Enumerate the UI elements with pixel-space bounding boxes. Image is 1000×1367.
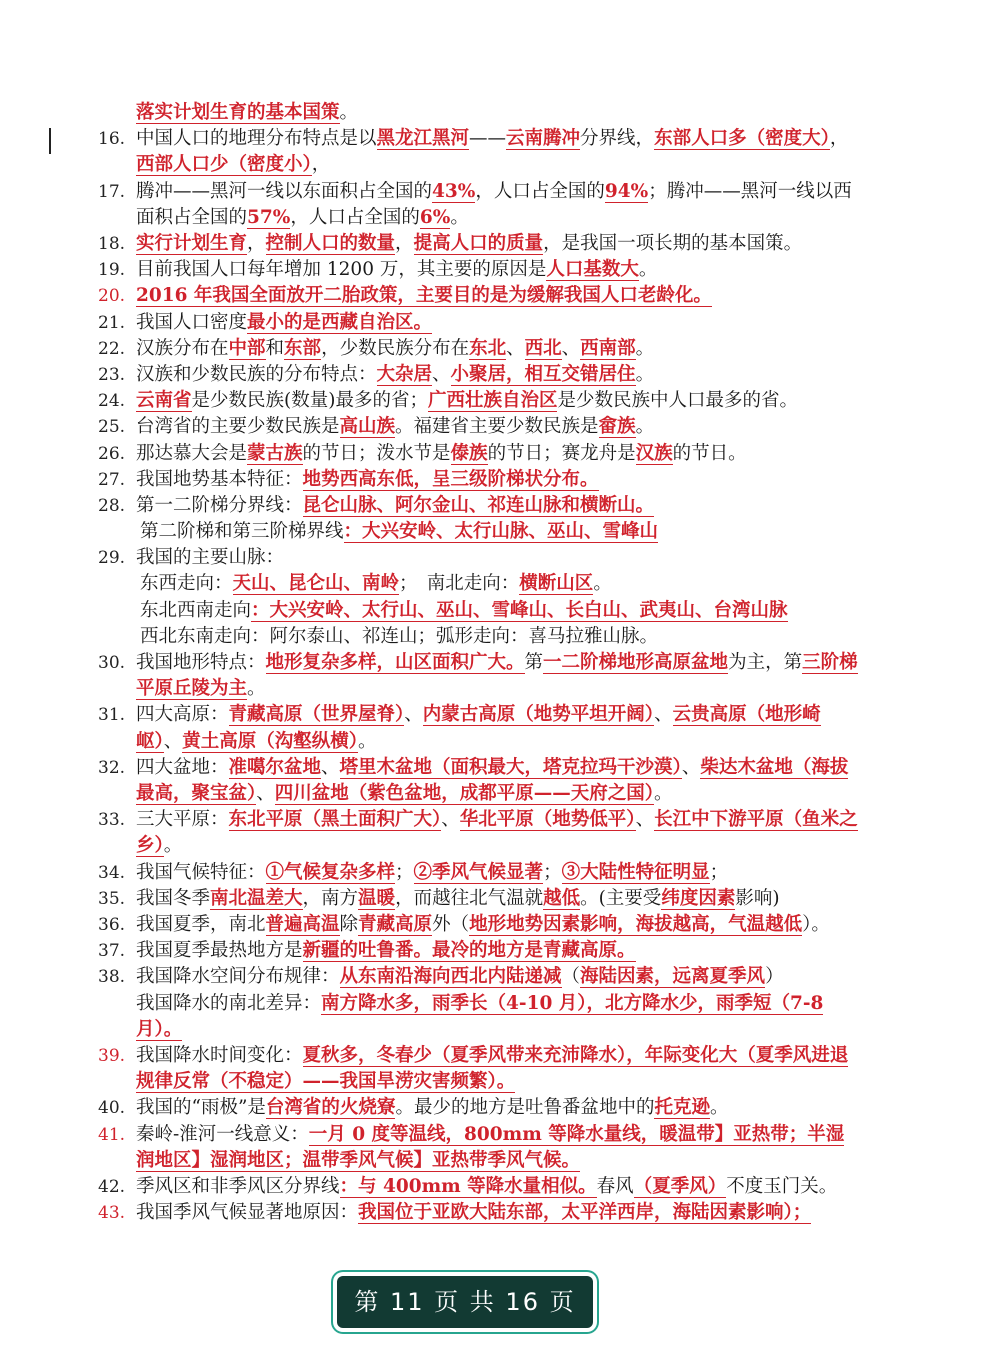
plain-text: 。最少的地方是吐鲁番盆地中的	[395, 1097, 655, 1119]
item-number: 34.	[98, 862, 126, 883]
highlighted-answer: 新疆的吐鲁番。最冷的地方是青藏高原。	[302, 940, 636, 962]
highlighted-answer: 地形复杂多样，山区面积广大。	[265, 652, 525, 673]
plain-text: ； 南北走向：	[399, 573, 520, 595]
highlighted-answer: 蒙古族	[247, 442, 303, 464]
plain-text: ；	[543, 861, 562, 883]
plain-text: ；	[709, 861, 729, 883]
highlighted-answer: 三阶梯平原丘陵为主	[136, 652, 858, 700]
highlighted-answer: 提高人口的质量	[413, 233, 544, 254]
plain-text: 影响)	[735, 887, 780, 909]
plain-text: 我国气候特征：	[136, 861, 266, 883]
highlighted-answer: 云南腾冲	[506, 128, 581, 150]
highlighted-answer: 柴达木盆地（海拔最高，聚宝盆）	[136, 756, 849, 805]
document-line	[98, 519, 858, 545]
plain-text: ，而越往北气温就	[395, 887, 544, 909]
line-text	[136, 1095, 858, 1121]
item-number: 42.	[98, 1176, 126, 1197]
plain-text: 、	[256, 783, 275, 805]
document-body	[98, 100, 858, 1226]
plain-text: 三大平原：	[136, 809, 229, 831]
item-number: 17.	[98, 181, 126, 202]
highlighted-answer: 温暖	[358, 887, 396, 909]
document-line	[98, 179, 858, 231]
plain-text: 。	[163, 835, 183, 857]
item-number: 41.	[98, 1124, 126, 1145]
line-text	[136, 1174, 858, 1200]
highlighted-answer: 一二阶梯地形高原盆地	[543, 652, 729, 673]
plain-text: 四大高原：	[136, 704, 229, 726]
line-text	[136, 493, 858, 519]
item-number: 38.	[98, 967, 126, 988]
item-number: 30.	[98, 653, 126, 673]
highlighted-answer: （夏季风）	[633, 1175, 727, 1197]
line-text	[136, 912, 858, 938]
highlighted-answer: 东北	[469, 337, 507, 359]
highlighted-answer: 高山族	[339, 416, 396, 438]
line-text	[136, 545, 858, 571]
highlighted-answer: 从东南沿海向西北内陆递减	[339, 966, 562, 988]
plain-text: 腾冲——黑河一线以东面积占全国的	[136, 180, 433, 202]
plain-text: 我国的主要山脉：	[136, 547, 285, 569]
highlighted-answer: 中部	[228, 337, 266, 359]
highlighted-answer: 西部人口少（密度小）	[136, 154, 312, 176]
plain-text: 。	[709, 1097, 729, 1119]
document-line	[98, 886, 858, 912]
highlighted-answer: 纬度因素	[661, 887, 736, 909]
plain-text: 。	[358, 730, 377, 752]
document-line	[98, 755, 858, 807]
document-line	[98, 388, 858, 414]
document-line	[98, 650, 858, 702]
line-text	[136, 362, 858, 388]
highlighted-answer: 东部人口多（密度大）	[654, 128, 830, 150]
highlighted-answer: 云南省	[136, 390, 192, 412]
highlighted-answer: 四川盆地（紫色盆地，成都平原——天府之国）	[274, 783, 655, 805]
line-text	[136, 257, 858, 283]
line-text	[136, 650, 858, 702]
document-line	[98, 1043, 858, 1095]
plain-text: 。	[247, 678, 266, 700]
document-line	[98, 126, 858, 178]
document-line	[98, 545, 858, 571]
highlighted-answer: 华北平原（地势低平）	[459, 809, 636, 831]
highlighted-answer: 小聚居，相互交错居住	[450, 363, 636, 385]
item-number: 31.	[98, 705, 126, 726]
highlighted-answer: 畲族	[598, 416, 636, 438]
plain-text: 、	[561, 337, 581, 359]
document-line	[98, 938, 858, 964]
highlighted-answer: 普遍高温	[265, 914, 340, 935]
plain-text: 我国地形特点：	[136, 652, 266, 673]
plain-text: 。(主要受	[580, 887, 662, 909]
item-number: 32.	[98, 757, 126, 778]
plain-text: ，少数民族分布在	[321, 337, 470, 359]
line-text	[136, 126, 858, 178]
highlighted-answer: 夏秋多，冬春少（夏季风带来充沛降水），年际变化大（夏季风进退规律反常（不稳定）——我国旱涝灾害频繁）。	[136, 1044, 849, 1093]
highlighted-answer: ③大陆性特征明显	[561, 861, 710, 883]
highlighted-answer: 黑龙江黑河	[376, 128, 470, 150]
plain-text: 。	[450, 206, 469, 228]
plain-text: 分界线，	[580, 128, 655, 150]
document-line	[98, 441, 858, 467]
plain-text: 不度玉门关。	[726, 1175, 838, 1197]
line-text	[136, 1200, 858, 1226]
plain-text: 是少数民族中人口最多的省。	[557, 390, 798, 412]
plain-text: 我国夏季，南北	[136, 914, 266, 935]
plain-text: 目前我国人口每年增加 1200 万，其主要的原因是	[136, 259, 547, 281]
plain-text: 那达慕大会是	[136, 442, 248, 464]
highlighted-answer: 94%	[604, 180, 649, 202]
highlighted-answer: 57%	[247, 206, 291, 228]
highlighted-answer: ②季风气候显著	[413, 861, 544, 883]
document-line	[98, 598, 858, 624]
highlighted-answer: 越低	[543, 887, 581, 909]
document-line	[98, 283, 858, 309]
highlighted-answer: 2016 年我国全面放开二胎政策，主要目的是为缓解我国人口老龄化。	[136, 285, 712, 307]
document-line	[98, 257, 858, 283]
highlighted-answer: 南方降水多，雨季长（4-10 月），北方降水少，雨季短（7-8 月）。	[136, 992, 824, 1040]
highlighted-answer: 东北平原（黑土面积广大）	[228, 809, 442, 831]
plain-text: 。	[638, 259, 658, 281]
line-text	[136, 702, 858, 754]
plain-text: 我国降水空间分布规律：	[136, 966, 340, 988]
item-number: 23.	[98, 364, 126, 385]
plain-text: ，	[829, 128, 849, 150]
highlighted-answer: 人口基数大	[546, 259, 639, 281]
plain-text: 、	[441, 809, 460, 831]
document-line	[98, 1200, 858, 1226]
highlighted-answer: 横断山区	[519, 573, 594, 595]
highlighted-answer: 实行计划生育	[136, 233, 248, 254]
plain-text: 外（	[432, 914, 470, 935]
line-text	[136, 886, 858, 912]
highlighted-answer: 南北温差大	[210, 887, 303, 909]
highlighted-answer: 广西壮族自治区	[427, 390, 558, 412]
item-number: 25.	[98, 417, 126, 438]
plain-text: 春风	[596, 1175, 634, 1197]
plain-text: ，人口占全国的	[290, 206, 420, 228]
plain-text: 我国冬季	[136, 887, 211, 909]
plain-text: 、	[404, 704, 423, 726]
plain-text: ，	[311, 154, 331, 176]
plain-text: 我国地势基本特征：	[136, 468, 303, 490]
plain-text: 是少数民族(数量)最多的省；	[191, 390, 428, 412]
plain-text: 。	[339, 102, 359, 123]
line-text	[136, 414, 858, 440]
highlighted-answer: 汉族	[635, 442, 673, 464]
plain-text: 第一二阶梯分界线：	[136, 494, 303, 516]
item-number: 27.	[98, 469, 126, 490]
plain-text: 和	[265, 337, 285, 359]
line-text	[136, 938, 858, 964]
item-number: 24.	[98, 391, 126, 412]
plain-text: 、	[681, 756, 701, 778]
item-number: 39.	[98, 1045, 126, 1066]
item-number: 16.	[98, 129, 126, 150]
line-text	[136, 807, 858, 859]
document-line	[98, 571, 858, 597]
document-line	[98, 414, 858, 440]
highlighted-answer: 西南部	[580, 337, 636, 359]
document-line	[98, 624, 858, 650]
line-text	[136, 964, 858, 990]
plain-text: ；	[395, 861, 414, 883]
line-text	[136, 283, 858, 309]
document-line	[98, 702, 858, 754]
line-text	[136, 467, 858, 493]
item-number: 35.	[98, 888, 126, 909]
highlighted-answer: 43%	[432, 180, 476, 202]
plain-text: ，南方	[302, 887, 359, 909]
plain-text: ，人口占全国的	[475, 180, 605, 202]
document-line	[98, 231, 858, 257]
plain-text: 中国人口的地理分布特点是以	[136, 128, 377, 150]
document-line	[98, 860, 858, 886]
line-text	[136, 624, 858, 650]
highlighted-answer: 昆仑山脉、阿尔金山、祁连山脉和横断山。	[302, 494, 655, 516]
document-line	[98, 310, 858, 336]
plain-text: 东西走向：	[140, 573, 233, 595]
plain-text: 我国降水的南北差异：	[136, 992, 322, 1014]
highlighted-answer: 地势西高东低，呈三级阶梯状分布。	[302, 468, 599, 490]
highlighted-answer: 6%	[419, 206, 451, 228]
highlighted-answer: ①气候复杂多样	[265, 861, 396, 883]
document-line	[98, 1174, 858, 1200]
plain-text: ；腾冲——黑河一线以西面积占全国的	[136, 180, 852, 228]
plain-text: 、	[432, 363, 451, 385]
highlighted-answer: 托克逊	[654, 1097, 710, 1119]
line-text	[136, 179, 858, 231]
plain-text: ）。	[802, 914, 830, 935]
line-text	[136, 598, 858, 624]
highlighted-answer: ：与 400mm 等降水量相似。	[339, 1175, 597, 1197]
document-line	[98, 362, 858, 388]
line-text	[136, 231, 858, 257]
highlighted-answer: 内蒙古高原（地势平坦开阔）	[422, 704, 655, 726]
plain-text: 我国夏季最热地方是	[136, 940, 303, 962]
highlighted-answer: ：大兴安岭、太行山脉、巫山、雪峰山	[343, 521, 659, 543]
document-line	[98, 336, 858, 362]
highlighted-answer: ：大兴安岭、太行山、巫山、雪峰山、长白山、武夷山、台湾山脉	[251, 599, 788, 621]
plain-text: 东北西南走向	[140, 599, 252, 621]
plain-text: 。	[635, 363, 655, 385]
line-text	[136, 310, 858, 336]
line-text	[136, 860, 858, 886]
item-number: 20.	[98, 286, 126, 307]
item-number: 18.	[98, 234, 126, 254]
plain-text: 季风区和非季风区分界线	[136, 1175, 340, 1197]
plain-text: 我国季风气候显著地原因：	[136, 1202, 359, 1224]
item-number: 36.	[98, 915, 126, 935]
highlighted-answer: 大杂居	[376, 363, 433, 385]
plain-text: 、	[321, 756, 340, 778]
document-line	[98, 467, 858, 493]
line-text	[136, 571, 858, 597]
document-line	[98, 964, 858, 990]
plain-text: 、	[163, 730, 183, 752]
item-number: 40.	[98, 1098, 126, 1119]
page-number-badge: 第 11 页 共 16 页	[337, 1276, 593, 1328]
plain-text: 、	[635, 809, 655, 831]
item-number: 33.	[98, 810, 126, 831]
line-text	[136, 991, 858, 1043]
plain-text: 台湾省的主要少数民族是	[136, 416, 340, 438]
highlighted-answer: 准噶尔盆地	[228, 756, 322, 778]
highlighted-answer: 控制人口的数量	[265, 233, 396, 254]
highlighted-answer: 塔里木盆地（面积最大，塔克拉玛干沙漠）	[339, 756, 682, 778]
item-number: 19.	[98, 260, 126, 281]
document-line	[98, 991, 858, 1043]
plain-text: 我国的“雨极”是	[136, 1097, 266, 1119]
document-line	[98, 912, 858, 938]
highlighted-answer: 西北	[524, 337, 562, 359]
highlighted-answer: 地形地势因素影响，海拔越高，气温越低	[469, 914, 803, 935]
item-number: 21.	[98, 312, 126, 333]
plain-text: 秦岭-淮河一线意义：	[136, 1123, 309, 1145]
plain-text: （	[561, 966, 581, 988]
plain-text: 四大盆地：	[136, 756, 229, 778]
document-line	[98, 1095, 858, 1121]
line-text	[136, 519, 858, 545]
document-line	[98, 1122, 858, 1174]
plain-text: 。	[654, 783, 673, 805]
plain-text: 第	[524, 652, 544, 673]
plain-text: 的节日；赛龙舟是	[487, 442, 636, 464]
line-text	[136, 1122, 858, 1174]
plain-text: ，是我国一项长期的基本国策。	[543, 233, 803, 254]
plain-text: 第二阶梯和第三阶梯界线	[140, 521, 344, 543]
plain-text: 我国人口密度	[136, 311, 248, 333]
plain-text: 为主，第	[728, 652, 803, 673]
item-number: 29.	[98, 548, 126, 569]
plain-text: 除	[339, 914, 359, 935]
plain-text: 。福建省主要少数民族是	[395, 416, 599, 438]
item-number: 28.	[98, 495, 126, 516]
highlighted-answer: 云贵高原（地形崎岖）	[136, 704, 821, 752]
item-number: 22.	[98, 338, 126, 359]
line-text	[136, 1043, 858, 1095]
item-number: 26.	[98, 443, 126, 464]
highlighted-answer: 傣族	[450, 442, 488, 464]
plain-text: 、	[506, 337, 525, 359]
plain-text: 我国降水时间变化：	[136, 1044, 303, 1066]
line-text	[136, 336, 858, 362]
plain-text: 汉族和少数民族的分布特点：	[136, 363, 377, 385]
line-text	[136, 755, 858, 807]
line-text	[136, 100, 858, 126]
plain-text: 。	[635, 416, 655, 438]
plain-text: 。	[593, 573, 612, 595]
highlighted-answer: 青藏高原（世界屋脊）	[228, 704, 405, 726]
plain-text: ，	[395, 233, 414, 254]
highlighted-answer: 长江中下游平原（鱼米之乡）	[136, 809, 858, 857]
plain-text: 。	[635, 337, 655, 359]
highlighted-answer: 东部	[284, 337, 322, 359]
highlighted-answer: 天山、昆仑山、南岭	[232, 573, 400, 595]
plain-text: ——	[469, 128, 507, 150]
highlighted-answer: 青藏高原	[358, 914, 433, 935]
plain-text: 西北东南走向：阿尔泰山、祁连山；弧形走向：喜马拉雅山脉。	[140, 625, 659, 647]
highlighted-answer: 黄土高原（沟壑纵横）	[182, 730, 359, 752]
highlighted-answer: 一月 0 度等温线，800mm 等降水量线，暖温带】亚热带；半湿润地区】湿润地区；温带季风气候】亚热带季风气候。	[136, 1123, 845, 1171]
line-text	[136, 388, 858, 414]
item-number: 37.	[98, 941, 126, 962]
line-text	[136, 441, 858, 467]
document-line	[98, 100, 858, 126]
plain-text: 的节日。	[672, 442, 747, 464]
plain-text: ，	[247, 233, 266, 254]
highlighted-answer: 落实计划生育的基本国策	[136, 102, 340, 123]
plain-text: ）	[765, 966, 784, 988]
highlighted-answer: 海陆因素，远离夏季风	[580, 966, 766, 988]
text-cursor	[49, 128, 51, 154]
highlighted-answer: 我国位于亚欧大陆东部，太平洋西岸，海陆因素影响）；	[358, 1202, 812, 1224]
item-number: 43.	[98, 1203, 126, 1224]
plain-text: 、	[654, 704, 673, 726]
plain-text: 的节日；泼水节是	[302, 442, 451, 464]
highlighted-answer: 最小的是西藏自治区。	[247, 311, 433, 333]
plain-text: 汉族分布在	[136, 337, 229, 359]
document-line	[98, 493, 858, 519]
highlighted-answer: 台湾省的火烧寮	[265, 1097, 396, 1119]
document-line	[98, 807, 858, 859]
